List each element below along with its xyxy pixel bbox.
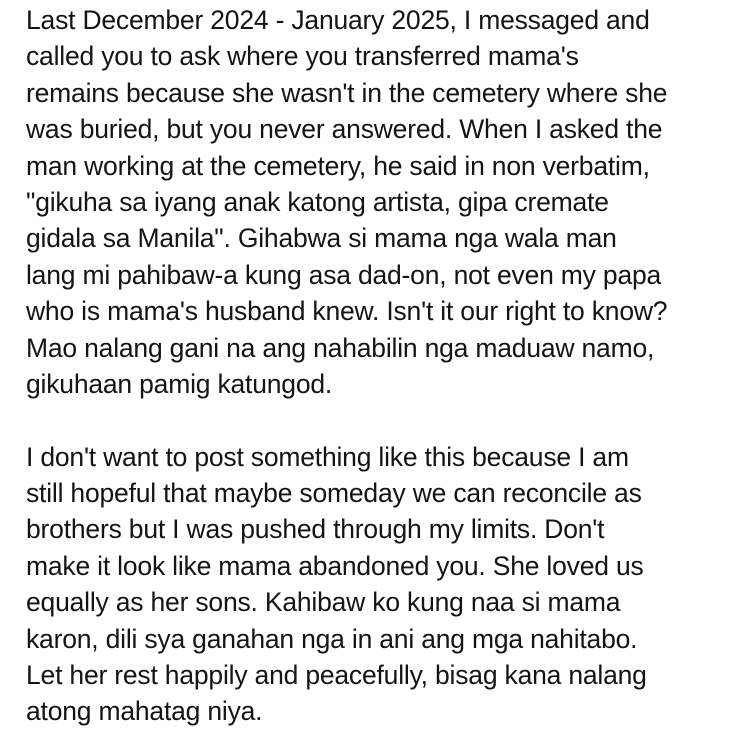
text-line: karon, dili sya ganahan nga in ani ang mga nahitabo.	[26, 623, 638, 654]
text-line: gikuhaan pamig katungod.	[26, 368, 333, 399]
text-line: gidala sa Manila". Gihabwa si mama nga wala man	[26, 223, 617, 254]
text-line: brothers but I was pushed through my limits. Don't	[26, 514, 605, 545]
text-line: Let her rest happily and peacefully, bisag kana nalang	[26, 660, 647, 691]
text-line: called you to ask where you transferred mama's	[26, 41, 579, 72]
text-line: Mao nalang gani na ang nahabilin nga maduaw namo,	[26, 332, 655, 363]
text-line: Last December 2024 - January 2025, I messaged and	[26, 5, 650, 35]
text-line: make it look like mama abandoned you. She loved us	[26, 550, 644, 581]
paragraph-spacer	[26, 402, 730, 438]
text-line: atong mahatag niya.	[26, 696, 263, 727]
text-line: equally as her sons. Kahibaw ko kung naa si mama	[26, 587, 621, 618]
text-line: who is mama's husband knew. Isn't it our right to know?	[26, 296, 668, 327]
paragraph-1	[26, 2, 730, 402]
text-line: was buried, but you never answered. When I asked the	[26, 114, 663, 145]
text-line: still hopeful that maybe someday we can reconcile as	[26, 478, 642, 509]
text-line: man working at the cemetery, he said in non verbatim,	[26, 150, 650, 181]
text-line: remains because she wasn't in the cemetery where she	[26, 77, 668, 108]
text-line: lang mi pahibaw-a kung asa dad-on, not even my papa	[26, 259, 662, 290]
paragraph-2	[26, 439, 730, 730]
text-line: "gikuha sa iyang anak katong artista, gipa cremate	[26, 186, 609, 217]
text-line: I don't want to post something like this because I am	[26, 441, 629, 472]
